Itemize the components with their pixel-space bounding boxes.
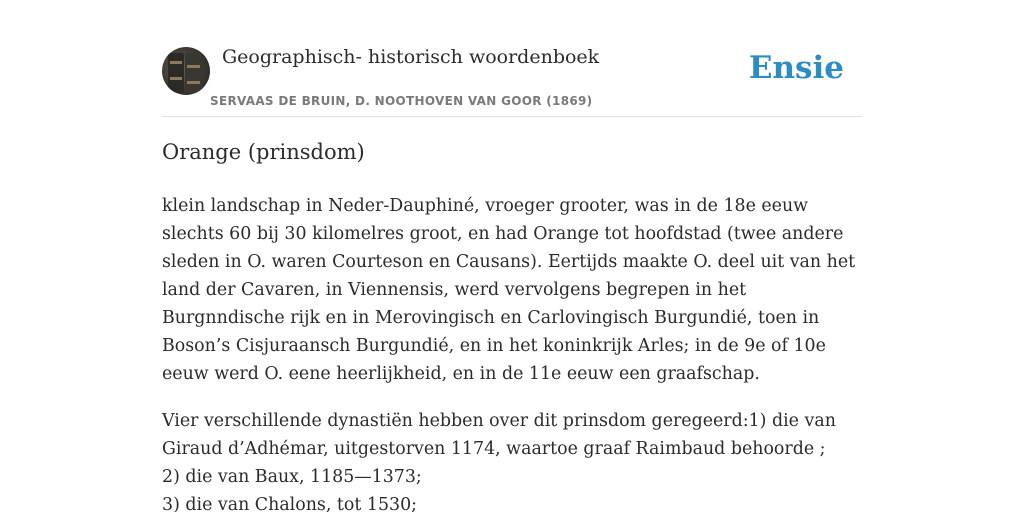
book-authors: SERVAAS DE BRUIN, D. NOOTHOVEN VAN GOOR (1869) bbox=[210, 94, 593, 108]
entry-title: Orange (prinsdom) bbox=[162, 140, 365, 164]
paragraph-line: 3) die van Chalons, tot 1530; bbox=[162, 495, 417, 512]
paragraph-line: Vier verschillende dynastiën hebben over dit prinsdom geregeerd:1) die van Giraud d’Adhémar, uitgestorven 1174, waartoe graaf Raimbaud behoorde ; bbox=[162, 411, 836, 459]
entry-body bbox=[162, 192, 868, 512]
book-header bbox=[162, 46, 862, 117]
entry-paragraph bbox=[162, 407, 868, 512]
entry-paragraph: klein landschap in Neder-Dauphiné, vroeger grooter, was in de 18e eeuw slechts 60 bij 30 kilomelres groot, en had Orange tot hoofdstad (twee andere sleden in O. waren Courteson en Causans). Eertijds maakte O. deel uit van het land der Cavaren, in Viennensis, werd vervolgens begrepen in het Burgnndische rijk en in Merovingisch en Carlovingisch Burgundié, toen in Boson’s Cisjuraansch Burgundié, en in het koninkrijk Arles; in de 9e of 10e eeuw werd O. eene heerlijkheid, en in de 11e eeuw een graafschap. bbox=[162, 196, 856, 384]
brand-logo[interactable]: Ensie bbox=[748, 50, 844, 86]
book-cover-icon[interactable] bbox=[162, 47, 210, 95]
paragraph-line: 2) die van Baux, 1185—1373; bbox=[162, 467, 422, 487]
book-title-link[interactable]: Geographisch- historisch woordenboek bbox=[222, 46, 600, 68]
